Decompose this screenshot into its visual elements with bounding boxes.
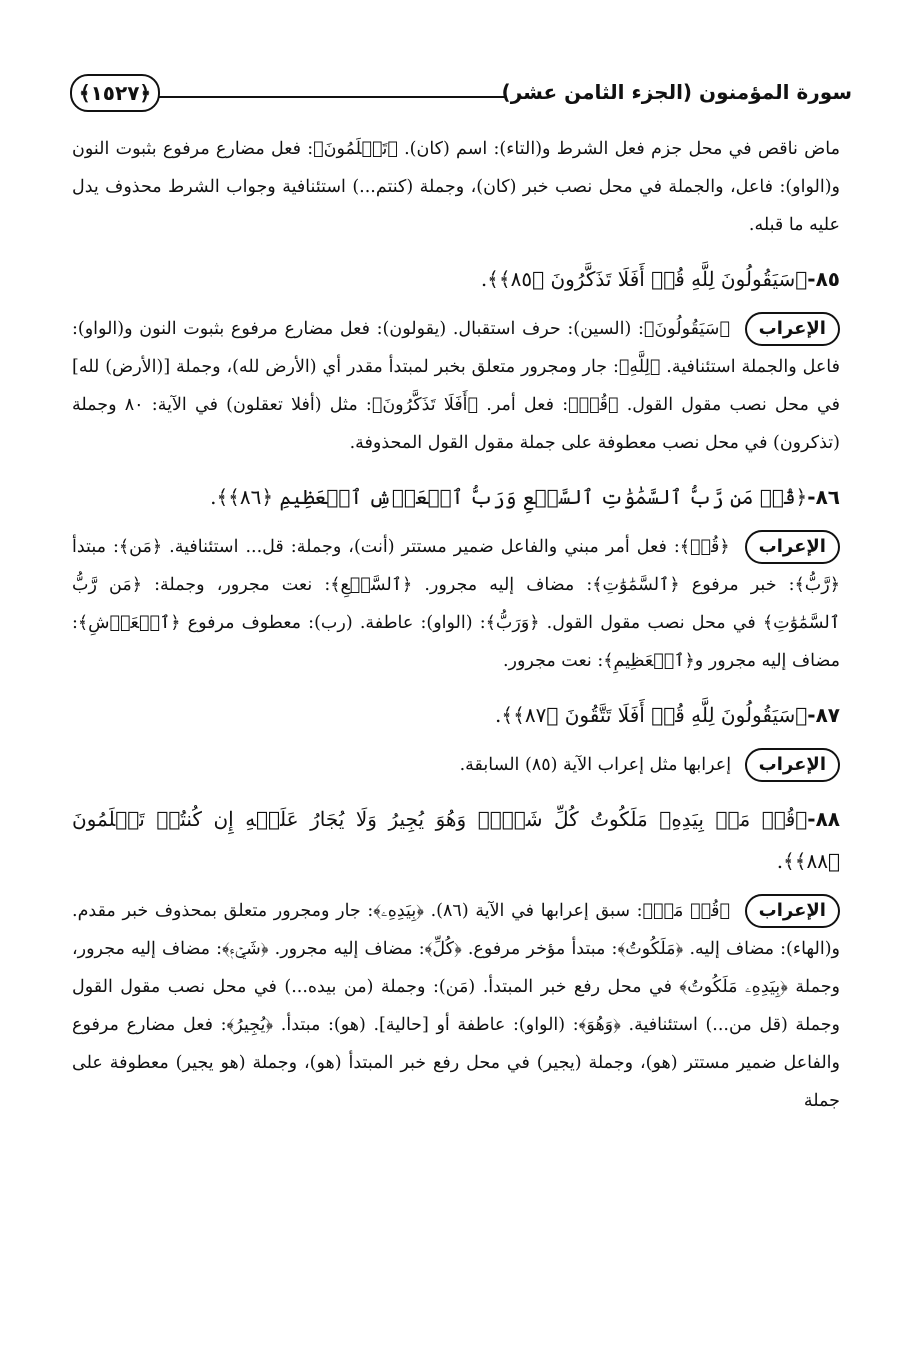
verse-85 [72, 258, 840, 300]
text-line: مضاف إليه مجرور. ﴿شَيۡءٖ﴾: مضاف إليه مجرور، وجملة ﴿بِيَدِهِۦ مَلَكُوتُ﴾ في محل رفع خبر [72, 939, 840, 997]
irab-85 [72, 310, 840, 462]
verse-text: ﴿سَيَقُولُونَ لِلَّهِ قُلۡ أَفَلَا تَذَكَّرُونَ ﴿٨٥﴾﴾. [480, 267, 808, 291]
irab-88 [72, 892, 840, 1120]
text-line: ﴿مَن﴾: مبتدأ ﴿رَّبُّ﴾: خبر مرفوع ﴿ٱلسَّمَٰوَٰتِ﴾: مضاف إليه مجرور. ﴿ٱلسَّبۡعِ﴾: نعت [72, 537, 840, 595]
text-line: ﴿سَيَقُولُونَ﴾: (السين): حرف استقبال. (يقولون): فعل مضارع مرفوع بثبوت [183, 319, 730, 339]
verse-88 [72, 798, 840, 882]
verse-text: ﴿قُلۡ مَن رَّبُّ ٱلسَّمَٰوَٰتِ ٱلسَّبۡعِ وَرَبُّ ٱلۡعَرۡشِ ٱلۡعَظِيمِ ﴿٨٦﴾﴾. [210, 485, 808, 509]
verse-87 [72, 694, 840, 736]
irab-label: الإعراب [745, 530, 840, 564]
text-line: بثبوت النون و(الواو): فاعل، والجملة في محل نصب خبر (كان)، وجملة (كنتم...) استئنافية [72, 139, 840, 197]
irab-label: الإعراب [745, 312, 840, 346]
verse-number: ٨٦- [807, 485, 840, 509]
irab-87 [72, 746, 840, 784]
text-line: لله)، وجملة [(الأرض) لله] في محل نصب مقول القول. ﴿قُلۡ﴾: فعل أمر. ﴿أَفَلَا تَذَكَّرُونَ﴾: مثل [72, 357, 840, 415]
text-line: مستتر (هو)، وجملة (يجير) في محل رفع خبر المبتدأ (هو)، وجملة (هو يجير) معطوفة على جملة [72, 1053, 840, 1111]
text-line: (أفلا تعقلون) في الآية: ٨٠ وجملة (تذكرون) في محل نصب معطوفة على جملة مقول القول المحذوفة. [72, 395, 840, 453]
surah-title: سورة المؤمنون (الجزء الثامن عشر) [501, 80, 852, 104]
verse-86 [72, 476, 840, 518]
verse-number: ٨٥- [807, 267, 840, 291]
text-line: ﴿قُلۡ﴾: فعل أمر مبني والفاعل ضمير مستتر (أنت)، وجملة: قل... استئنافية. [169, 537, 730, 557]
irab-86 [72, 528, 840, 680]
text-line: ﴿قُلۡ مَنۢ﴾: سبق إعرابها في الآية (٨٦). ﴿بِيَدِهِۦ﴾: جار ومجرور متعلق [223, 901, 730, 921]
intro-paragraph [72, 130, 840, 244]
verse-text: ﴿سَيَقُولُونَ لِلَّهِ قُلۡ أَفَلَا تَتَّقُونَ ﴿٨٧﴾﴾. [495, 703, 808, 727]
page-number: ﴿١٥٢٧﴾ [70, 74, 160, 112]
verse-number: ٨٨- [807, 807, 841, 831]
text-line: (رب): معطوف مرفوع ﴿ٱلۡعَرۡشِ﴾: مضاف إليه مجرور و﴿ٱلۡعَظِيمِ﴾: نعت مجرور. [72, 613, 840, 671]
verse-text: ﴿قُلۡ مَنۢ بِيَدِهِۦ مَلَكُوتُ كُلِّ شَيۡءٖ وَهُوَ يُجِيرُ وَلَا يُجَارُ عَلَيۡهِ إِن كُنتُمۡ [156, 807, 808, 831]
verse-number: ٨٧- [807, 703, 840, 727]
irab-label: الإعراب [745, 894, 840, 928]
header-rule [158, 96, 507, 98]
text-line: ماض ناقص في محل جزم فعل الشرط و(التاء): اسم (كان). ﴿تَعۡلَمُونَ﴾: فعل مضارع مرفوع [162, 139, 840, 159]
verse-text-continued: تَعۡلَمُونَ ﴿٨٨﴾﴾. [72, 807, 840, 873]
text-line: ﴿وَهُوَ﴾: (الواو): عاطفة أو [حالية]. (هو): مبتدأ. ﴿يُجِيرُ﴾: فعل مضارع مرفوع والفاعل ضمير [72, 1015, 840, 1073]
page-body [72, 130, 840, 1128]
text-line: بمحذوف خبر مقدم. و(الهاء): مضاف إليه. ﴿مَلَكُوتُ﴾: مبتدأ مؤخر مرفوع. ﴿كُلِّ﴾: [72, 901, 840, 959]
irab-label: الإعراب [745, 748, 840, 782]
text-line: إعرابها مثل إعراب الآية (٨٥) السابقة. [459, 755, 732, 775]
page-header [70, 70, 852, 120]
text-line: المبتدأ. (مَن): وجملة (من بيده...) في محل نصب مقول القول وجملة (قل من...) استئنافية. [72, 977, 840, 1035]
text-line: النون و(الواو): فاعل والجملة استئنافية. ﴿لِلَّهِ﴾: جار ومجرور متعلق بخبر لمبتدأ مقدر أي (الأرض [72, 319, 840, 377]
text-line: وجواب الشرط محذوف يدل عليه ما قبله. [72, 177, 840, 235]
text-line: مجرور، وجملة: ﴿مَن رَّبُّ ٱلسَّمَٰوَٰتِ﴾ في محل نصب مقول القول. ﴿وَرَبُّ﴾: (الواو): عاطفة. [72, 575, 840, 633]
